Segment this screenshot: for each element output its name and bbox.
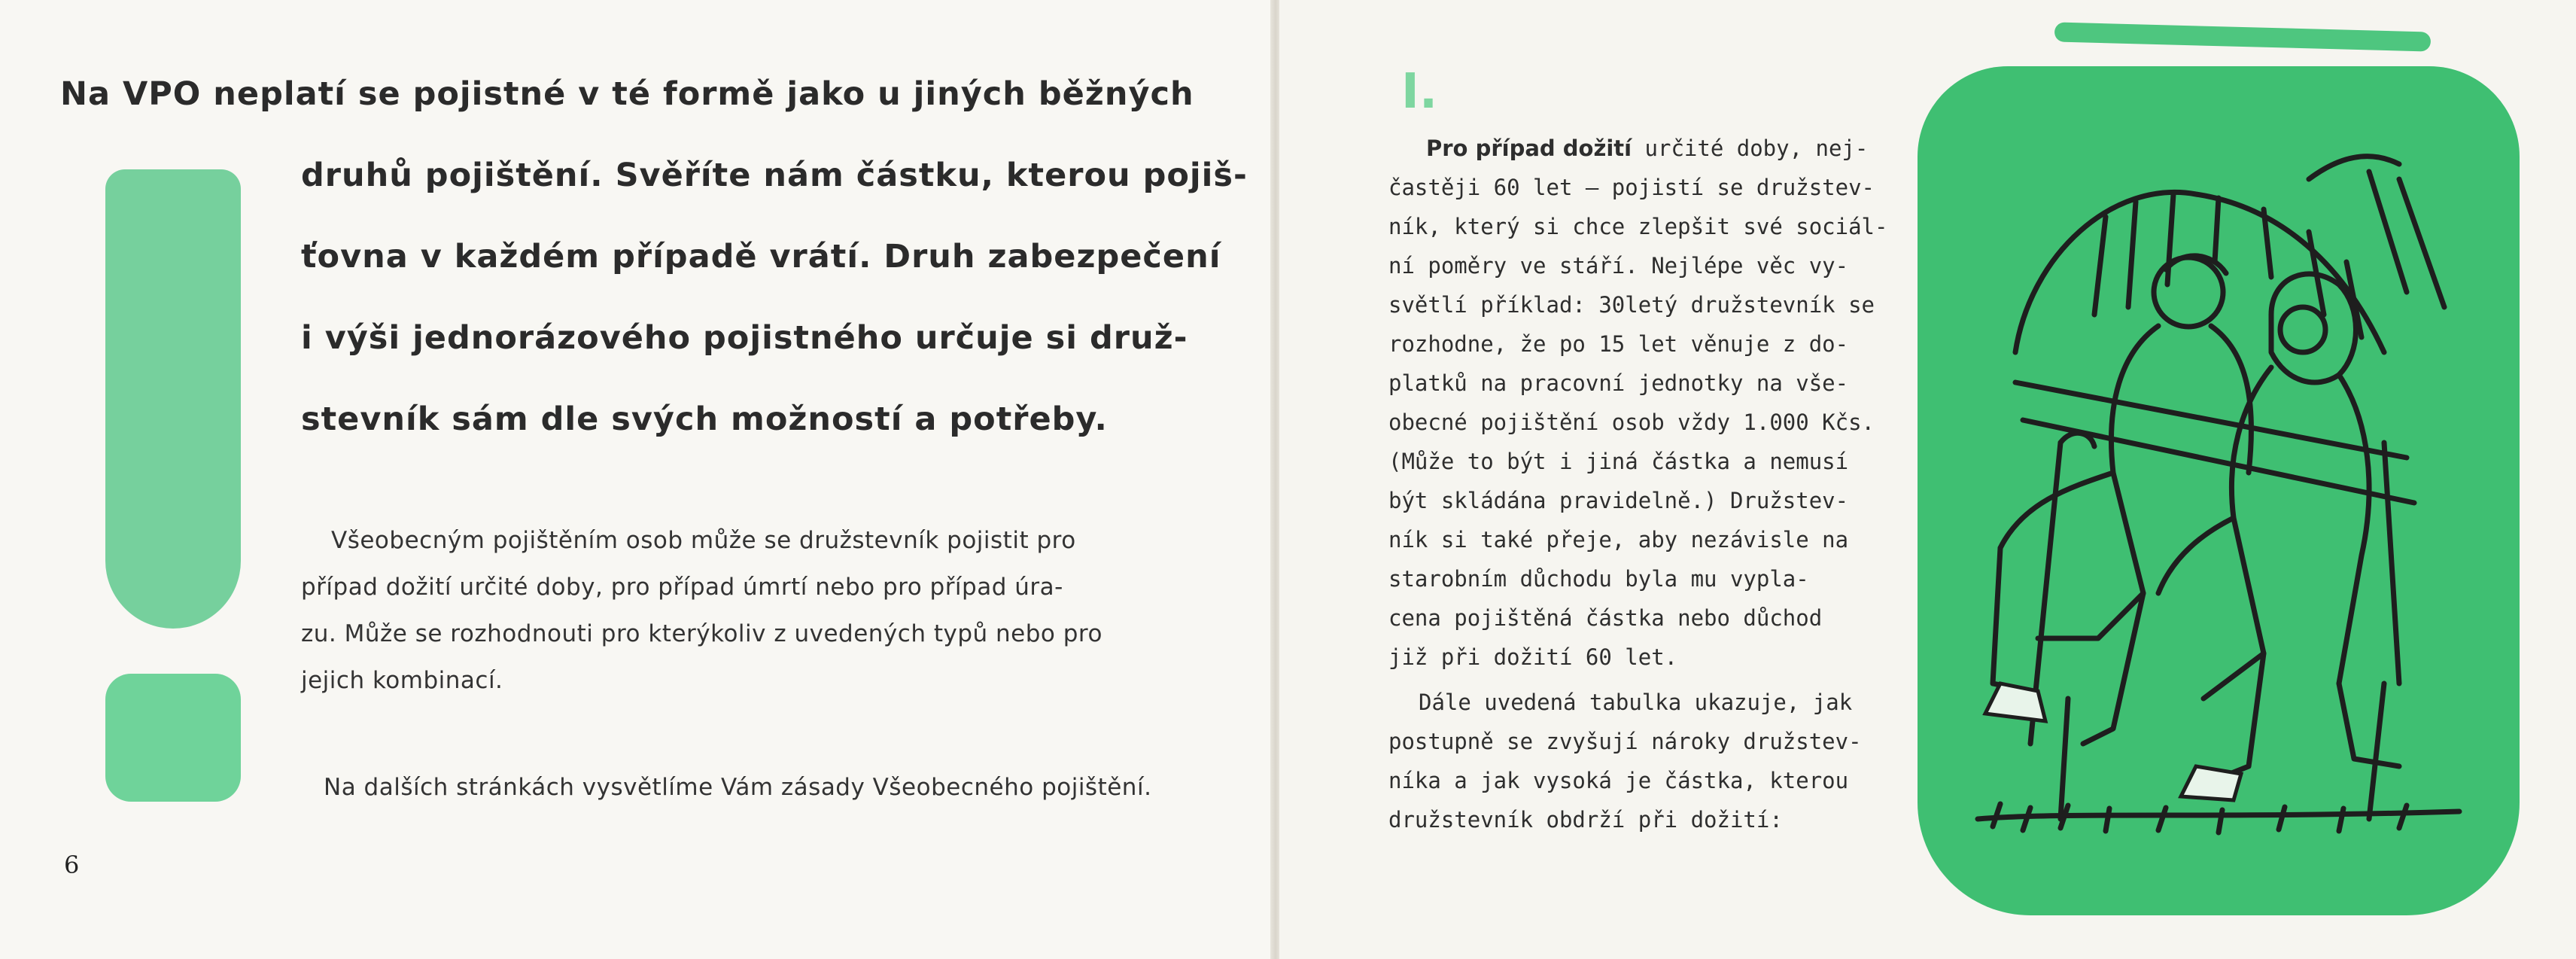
lead-bold: Pro případ dožití	[1426, 135, 1632, 161]
right-text-line: postupně se zvyšují nároky družstev-	[1388, 729, 1862, 754]
section-marker: I.	[1401, 64, 1438, 120]
paragraph-line: jejich kombinací.	[301, 667, 503, 694]
page-number: 6	[64, 851, 80, 879]
right-text-line: ník si také přeje, aby nezávisle na	[1388, 527, 1849, 553]
headline-line: stevník sám dle svých možností a potřeby.	[301, 400, 1108, 438]
right-text-line: (Může to být i jiná částka a nemusí	[1388, 449, 1849, 474]
right-text-line: starobním důchodu byla mu vypla-	[1388, 566, 1809, 592]
paragraph-line: případ dožití určité doby, pro případ úmrtí nebo pro případ úra-	[301, 574, 1063, 601]
headline-line: i výši jednorázového pojistného určuje si druž-	[301, 319, 1188, 357]
headline-line: ťovna v každém případě vrátí. Druh zabezpečení	[301, 238, 1221, 276]
left-page	[0, 0, 1272, 959]
right-text-line	[1426, 135, 1868, 161]
right-text-line: rozhodne, že po 15 let věnuje z do-	[1388, 331, 1849, 357]
right-text-line: častěji 60 let — pojistí se družstev-	[1388, 175, 1875, 200]
right-text-line: družstevník obdrží při dožití:	[1388, 807, 1783, 833]
right-text-line: platků na pracovní jednotky na vše-	[1388, 370, 1849, 396]
right-text-line: světlí příklad: 30letý družstevník se	[1388, 292, 1875, 318]
right-text-line: ní poměry ve stáří. Nejlépe věc vy-	[1388, 253, 1849, 279]
right-text-line: obecné pojištění osob vždy 1.000 Kčs.	[1388, 409, 1875, 435]
right-text-line: Dále uvedená tabulka ukazuje, jak	[1419, 690, 1853, 715]
exclamation-mark-bar	[105, 169, 241, 629]
paragraph-line: zu. Může se rozhodnouti pro kterýkoliv z uvedených typů nebo pro	[301, 620, 1102, 647]
right-text-line: ník, který si chce zlepšit své sociál-	[1388, 214, 1888, 239]
right-text-line: níka a jak vysoká je částka, kterou	[1388, 768, 1849, 793]
paragraph-line: Všeobecným pojištěním osob může se družstevník pojistit pro	[331, 527, 1076, 554]
elderly-couple-illustration	[1918, 66, 2520, 915]
headline-line: Na VPO neplatí se pojistné v té formě jako u jiných běžných	[60, 75, 1194, 113]
headline-line: druhů pojištění. Svěříte nám částku, kterou pojiš-	[301, 157, 1248, 194]
right-text-line: být skládána pravidelně.) Družstev-	[1388, 488, 1849, 513]
closing-line: Na dalších stránkách vysvětlíme Vám zásady Všeobecného pojištění.	[324, 774, 1152, 801]
right-text-line: cena pojištěná částka nebo důchod	[1388, 605, 1823, 631]
lead-rest: určité doby, nej-	[1644, 135, 1869, 161]
couple-on-bench-drawing	[1918, 66, 2520, 915]
right-text-line: již při dožití 60 let.	[1388, 644, 1678, 670]
exclamation-mark-dot	[105, 674, 241, 802]
